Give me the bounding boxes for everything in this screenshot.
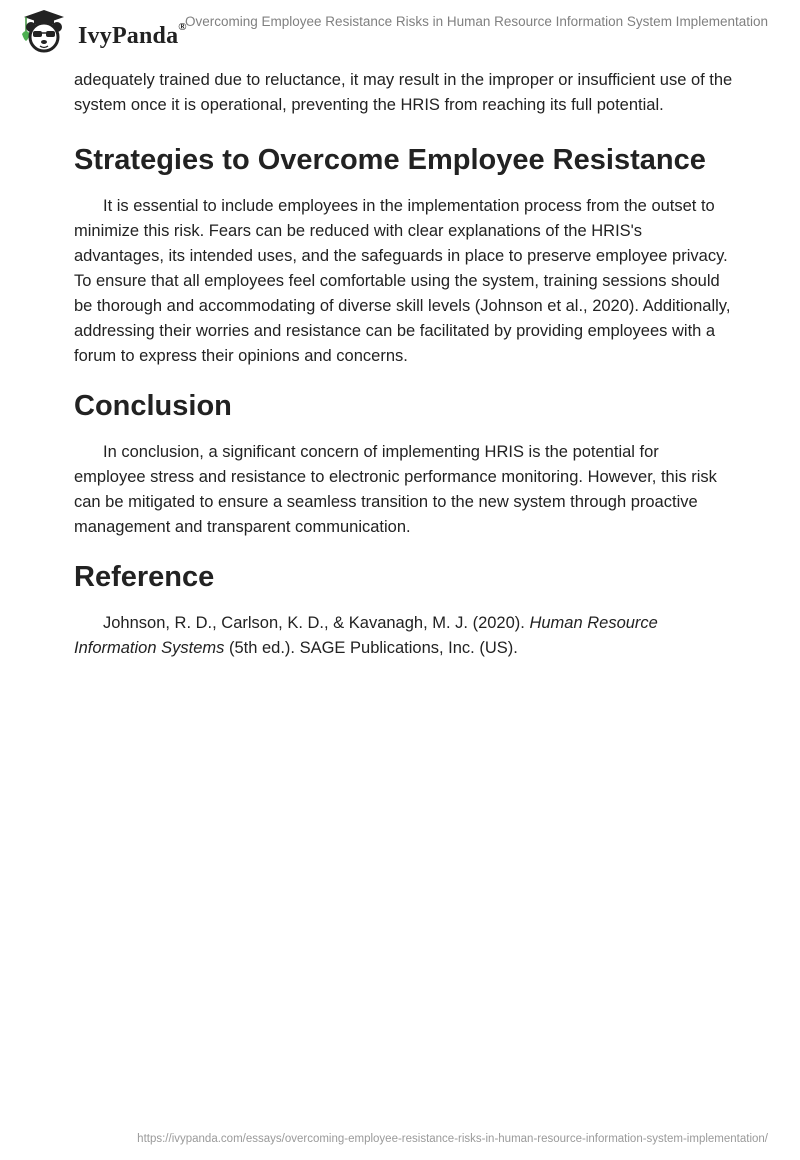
conclusion-paragraph: In conclusion, a significant concern of implementing HRIS is the potential for employee stress and resistance to electronic performance monitoring. However, this risk can be mitigated to ensure a seamless transition to the new system through proactive management and transparent communication.	[74, 443, 717, 536]
page-header	[0, 0, 800, 60]
section-heading-conclusion: Conclusion	[74, 390, 232, 422]
section-heading-reference: Reference	[74, 561, 215, 593]
section-heading-strategies: Strategies to Overcome Employee Resistance	[74, 144, 706, 176]
strategies-paragraph: It is essential to include employees in the implementation process from the outset to minimize this risk. Fears can be reduced with clear explanations of the HRIS's advantages, its intended uses, and the safeguards in place to preserve employee privacy. To ensure that all employees feel comfortable using the system, training sessions should be thorough and accommodating of diverse skill levels (Johnson et al., 2020). Additionally, addressing their worries and resistance can be facilitated by providing employees with a forum to express their opinions and concerns.	[74, 197, 731, 365]
reference-title: Human Resource Information Systems	[74, 614, 658, 657]
brand-name: IvyPanda®	[78, 21, 187, 49]
ivypanda-logo[interactable]	[14, 8, 187, 59]
source-url-link[interactable]: https://ivypanda.com/essays/overcoming-employee-resistance-risks-in-human-resource-information-system-implementation/	[137, 1133, 768, 1145]
intro-paragraph: adequately trained due to reluctance, it may result in the improper or insufficient use of the system once it is operational, preventing the HRIS from reaching its full potential.	[74, 71, 733, 114]
reference-publisher: (5th ed.). SAGE Publications, Inc. (US).	[224, 639, 518, 657]
document-body	[74, 68, 734, 661]
reference-authors: Johnson, R. D., Carlson, K. D., & Kavanagh, M. J. (2020).	[103, 614, 530, 632]
reference-entry	[74, 611, 734, 661]
document-title: Overcoming Employee Resistance Risks in Human Resource Information System Implementation	[185, 14, 768, 29]
panda-graduate-icon	[14, 8, 72, 59]
